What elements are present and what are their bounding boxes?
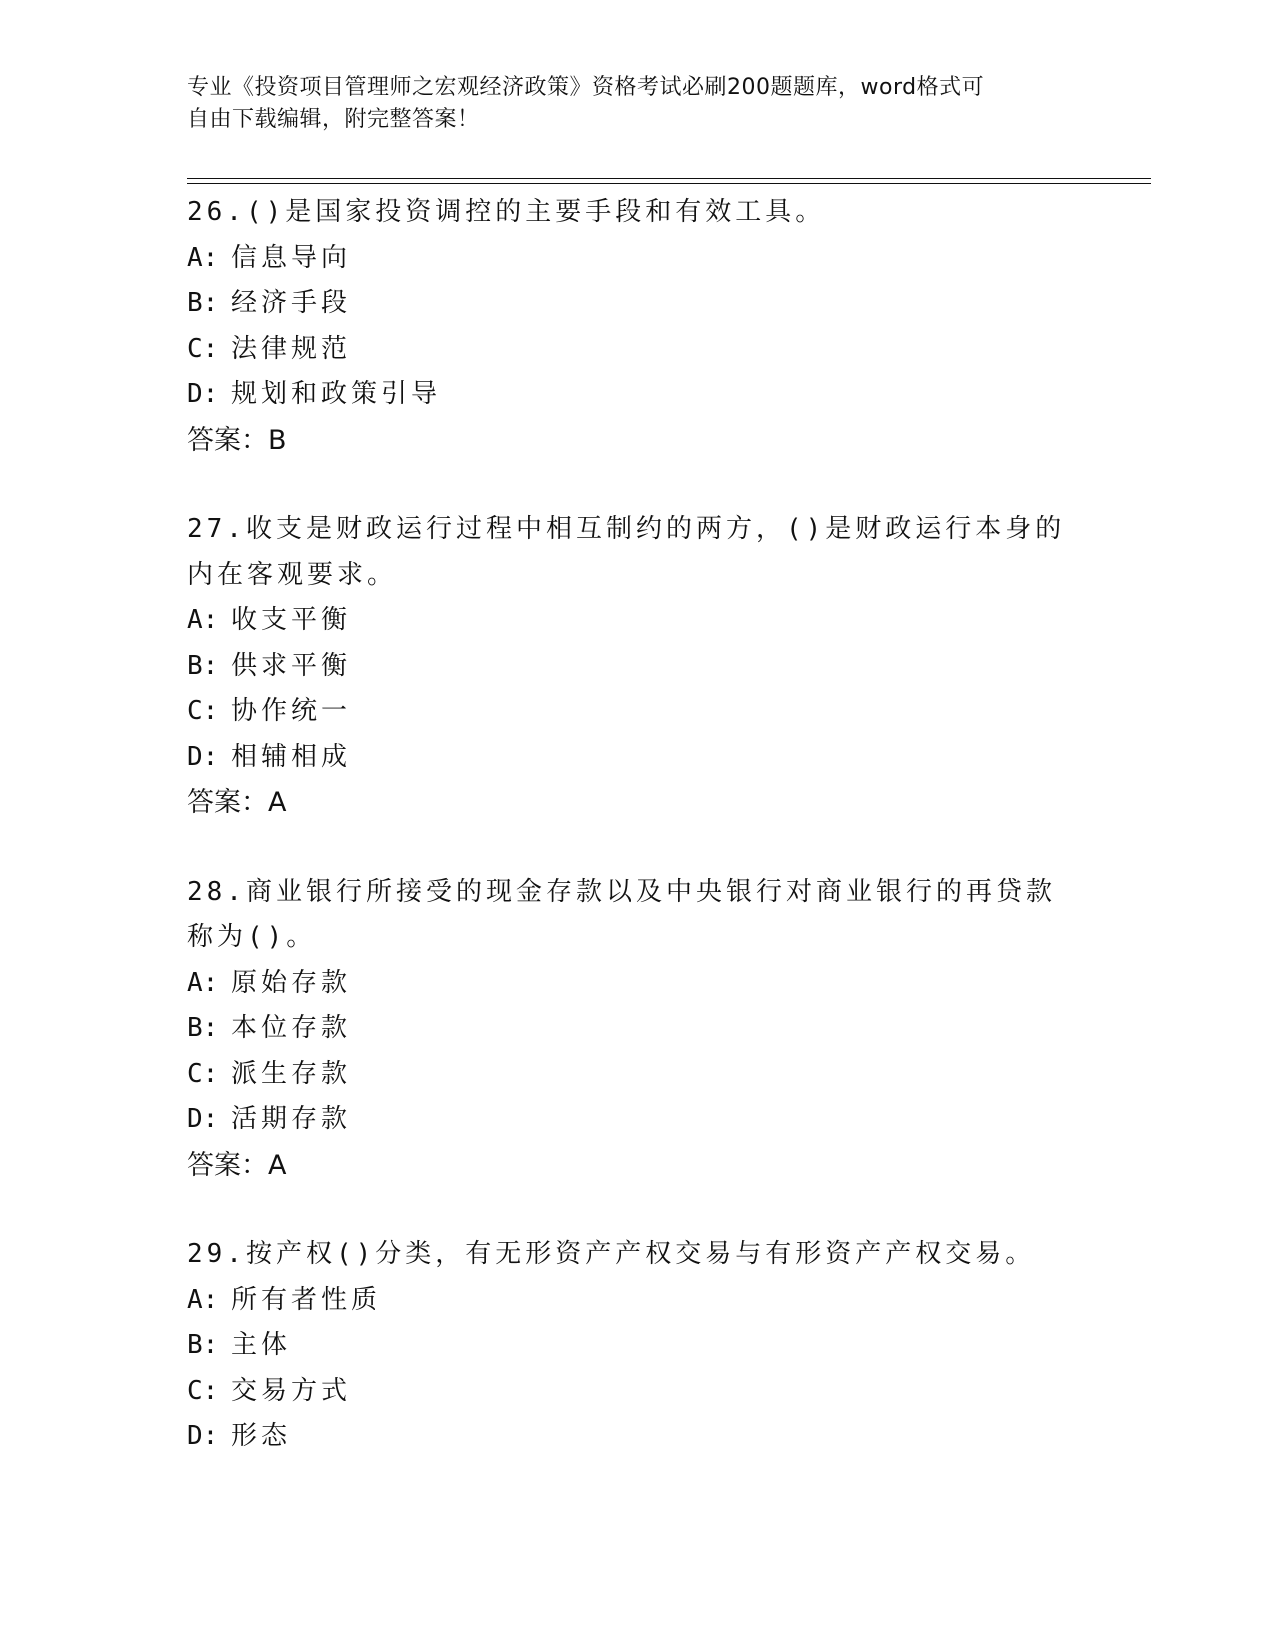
answer-line: 答案：A — [187, 787, 287, 818]
question-stem: 29.按产权()分类，有无形资产产权交易与有形资产产权交易。 — [187, 1239, 1036, 1269]
option-a — [187, 236, 1087, 282]
option-text: 原始存款 — [231, 967, 352, 998]
option-a — [187, 1278, 1087, 1324]
option-letter: D: — [187, 741, 219, 772]
option-text: 经济手段 — [231, 288, 352, 318]
option-c — [187, 1052, 1087, 1098]
option-text: 信息导向 — [231, 242, 352, 273]
option-letter: B: — [187, 1330, 219, 1360]
option-c — [187, 689, 1087, 735]
question-stem: 28.商业银行所接受的现金存款以及中央银行对商业银行的再贷款称为()。 — [187, 876, 1056, 952]
question-27 — [187, 507, 1087, 826]
option-letter: C: — [187, 333, 219, 364]
option-text: 形态 — [231, 1421, 292, 1451]
answer-line: 答案：A — [187, 1149, 287, 1181]
option-text: 所有者性质 — [231, 1284, 382, 1315]
question-26 — [187, 190, 1087, 463]
option-letter: C: — [187, 696, 219, 726]
option-text: 协作统一 — [231, 696, 352, 726]
question-stem: 26.()是国家投资调控的主要手段和有效工具。 — [187, 197, 826, 227]
option-letter: B: — [187, 288, 219, 318]
option-a — [187, 598, 1087, 644]
option-d — [187, 1097, 1087, 1143]
question-28 — [187, 870, 1087, 1189]
option-d — [187, 372, 1087, 418]
option-text: 收支平衡 — [231, 605, 352, 635]
option-b — [187, 1323, 1087, 1369]
option-letter: A: — [187, 242, 219, 273]
header-title-line-2: 自由下载编辑，附完整答案！ — [187, 107, 480, 132]
option-letter: A: — [187, 1284, 219, 1315]
option-d — [187, 735, 1087, 781]
option-a — [187, 961, 1087, 1007]
option-text: 本位存款 — [231, 1013, 352, 1043]
question-list — [187, 190, 1087, 1504]
option-text: 派生存款 — [231, 1058, 352, 1089]
answer-line: 答案：B — [187, 424, 287, 456]
question-stem: 27.收支是财政运行过程中相互制约的两方，()是财政运行本身的内在客观要求。 — [187, 514, 1066, 590]
option-text: 活期存款 — [231, 1104, 352, 1134]
option-text: 法律规范 — [231, 333, 352, 364]
option-letter: B: — [187, 650, 219, 681]
question-29 — [187, 1232, 1087, 1460]
option-letter: A: — [187, 605, 219, 635]
option-text: 主体 — [231, 1330, 292, 1360]
option-letter: C: — [187, 1375, 219, 1406]
header-divider-top — [187, 178, 1151, 179]
option-b — [187, 281, 1087, 327]
option-b — [187, 644, 1087, 690]
option-text: 供求平衡 — [231, 650, 352, 681]
option-letter: D: — [187, 379, 219, 409]
page-header — [187, 72, 1067, 136]
header-divider-bottom — [187, 183, 1151, 184]
option-c — [187, 327, 1087, 373]
option-letter: D: — [187, 1421, 219, 1451]
option-letter: C: — [187, 1058, 219, 1089]
option-c — [187, 1369, 1087, 1415]
option-text: 交易方式 — [231, 1375, 352, 1406]
option-letter: D: — [187, 1104, 219, 1134]
option-text: 规划和政策引导 — [231, 379, 442, 409]
option-letter: A: — [187, 967, 219, 998]
option-b — [187, 1006, 1087, 1052]
option-d — [187, 1414, 1087, 1460]
header-title-line-1: 专业《投资项目管理师之宏观经济政策》资格考试必刷200题题库，word格式可 — [187, 75, 985, 100]
option-text: 相辅相成 — [231, 741, 352, 772]
option-letter: B: — [187, 1013, 219, 1043]
